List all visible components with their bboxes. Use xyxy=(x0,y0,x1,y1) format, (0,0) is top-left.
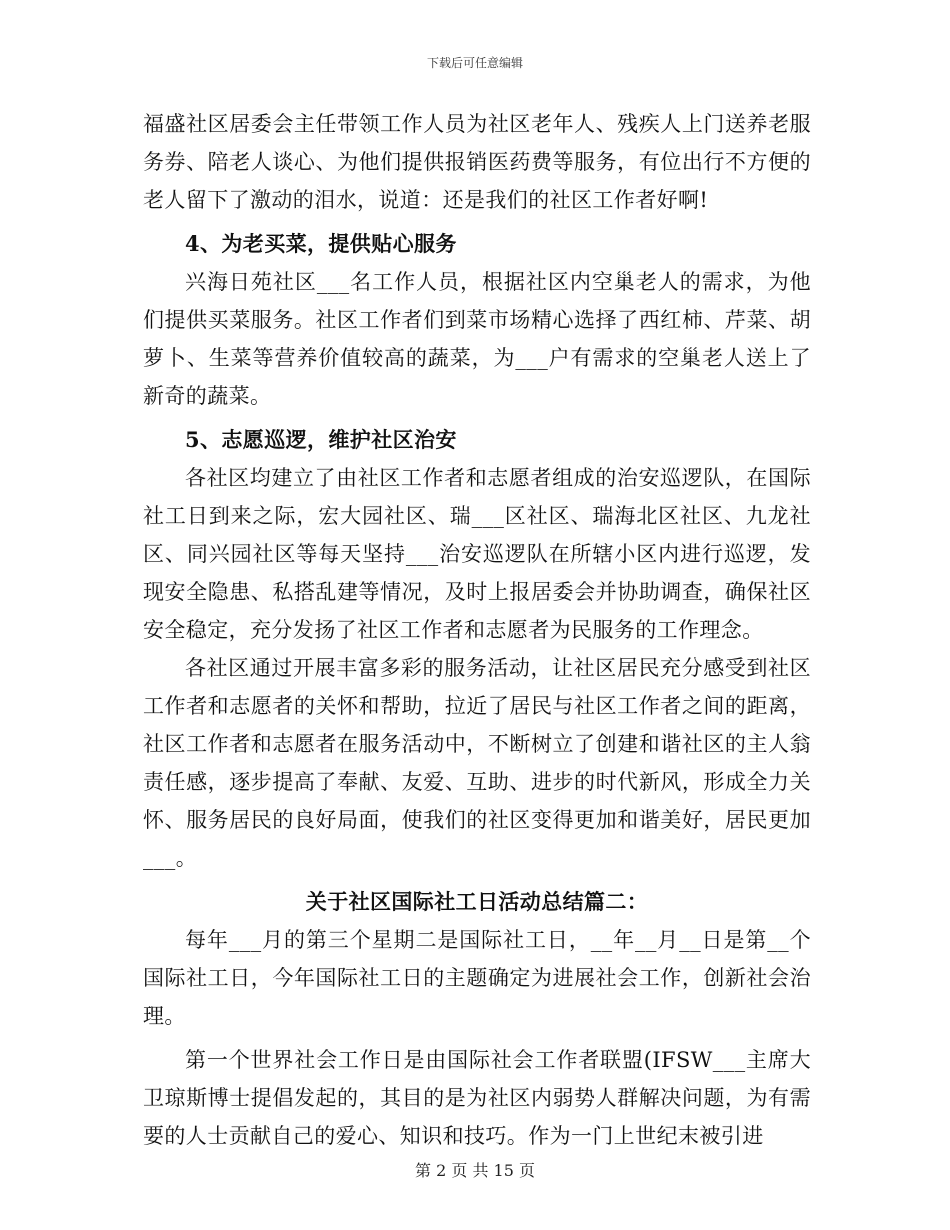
page-footer: 第 2 页 共 15 页 xyxy=(415,1161,535,1180)
section-heading-5: 5、志愿巡逻，维护社区治安 xyxy=(185,427,457,452)
document-body xyxy=(143,105,811,1155)
article-title: 关于社区国际社工日活动总结篇二： xyxy=(305,889,649,914)
section-heading-4: 4、为老买菜，提供贴心服务 xyxy=(185,231,457,256)
page-header: 下载后可任意编辑 xyxy=(426,56,523,70)
paragraph: 兴海日苑社区___名工作人员，根据社区内空巢老人的需求，为他们提供买菜服务。社区工作者们到菜市场精心选择了西红柿、芹菜、胡萝卜、生菜等营养价值较高的蔬菜，为___户有需求的空巢老人送上了新奇的蔬菜。 xyxy=(143,270,811,408)
paragraph: 福盛社区居委会主任带领工作人员为社区老年人、残疾人上门送养老服务券、陪老人谈心、为他们提供报销医药费等服务，有位出行不方便的老人留下了激动的泪水，说道：还是我们的社区工作者好啊! xyxy=(143,112,811,212)
paragraph: 各社区均建立了由社区工作者和志愿者组成的治安巡逻队，在国际社工日到来之际，宏大园社区、瑞___区社区、瑞海北区社区、九龙社区、同兴园社区等每天坚持___治安巡逻队在所辖小区内进行巡逻，发现安全隐患、私搭乱建等情况，及时上报居委会并协助调查，确保社区安全稳定，充分发扬了社区工作者和志愿者为民服务的工作理念。 xyxy=(143,466,811,642)
paragraph: 各社区通过开展丰富多彩的服务活动，让社区居民充分感受到社区工作者和志愿者的关怀和帮助，拉近了居民与社区工作者之间的距离，社区工作者和志愿者在服务活动中，不断树立了创建和谐社区的主人翁责任感，逐步提高了奉献、友爱、互助、进步的时代新风，形成全力关怀、服务居民的良好局面，使我们的社区变得更加和谐美好，居民更加___。 xyxy=(143,656,811,870)
paragraph: 每年___月的第三个星期二是国际社工日，__年__月__日是第__个国际社工日，今年国际社工日的主题确定为进展社会工作，创新社会治理。 xyxy=(143,928,811,1028)
paragraph: 第一个世界社会工作日是由国际社会工作者联盟(IFSW___主席大卫琼斯博士提倡发起的，其目的是为社区内弱势人群解决问题，为有需要的人士贡献自己的爱心、知识和技巧。作为一门上世纪末被引进 xyxy=(143,1048,811,1148)
